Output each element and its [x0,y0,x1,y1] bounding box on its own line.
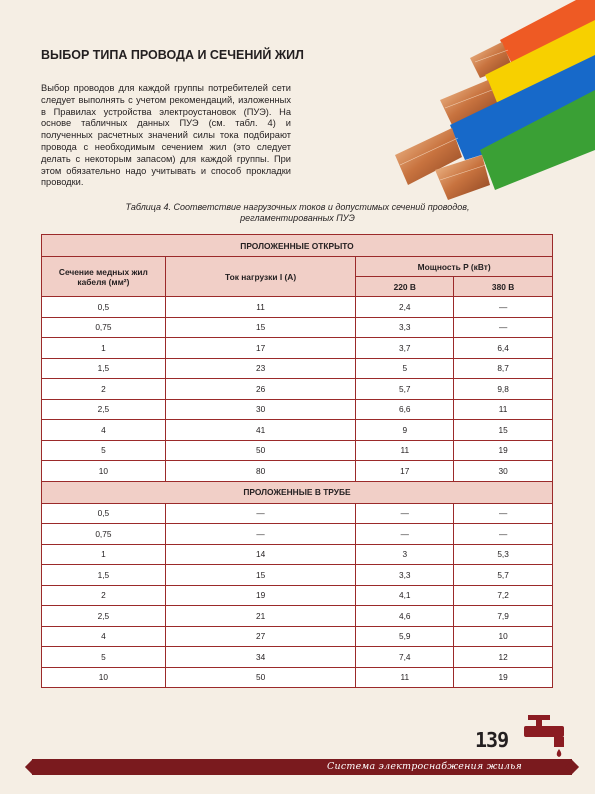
cell-section: 0,75 [42,317,166,338]
page-number: 139 [475,728,509,752]
wire-section-table [41,234,553,688]
cell-power-380: 30 [454,461,553,482]
cell-current: 50 [165,667,356,688]
col-header-220v: 220 В [356,277,454,297]
table-row [42,524,553,545]
cell-power-220: 9 [356,420,454,441]
cell-power-220: 3,3 [356,317,454,338]
cell-power-380: 15 [454,420,553,441]
section-pipe-header: ПРОЛОЖЕННЫЕ В ТРУБЕ [42,481,553,503]
cell-current: — [165,524,356,545]
cell-section: 2,5 [42,606,166,627]
cell-power-380: 9,8 [454,379,553,400]
cell-power-380: — [454,524,553,545]
table-row [42,647,553,668]
cell-section: 10 [42,461,166,482]
table-row [42,503,553,524]
cell-section: 1,5 [42,358,166,379]
cell-power-380: 11 [454,399,553,420]
cell-power-380: 6,4 [454,338,553,359]
cell-power-220: 3,7 [356,338,454,359]
footer-title: Система электроснабжения жилья [327,761,522,772]
cell-current: 11 [165,297,356,318]
table-row [42,440,553,461]
cell-power-380: 5,7 [454,565,553,586]
cell-section: 4 [42,420,166,441]
cell-power-220: 11 [356,667,454,688]
caption-line-1: Таблица 4. Соответствие нагрузочных токов и допустимых сечений проводов, [125,202,470,212]
table-row [42,379,553,400]
table-row [42,626,553,647]
cell-power-220: 3,3 [356,565,454,586]
cell-current: — [165,503,356,524]
cell-power-380: 12 [454,647,553,668]
table-row [42,667,553,688]
cell-power-220: — [356,524,454,545]
cell-power-220: 17 [356,461,454,482]
cell-section: 0,75 [42,524,166,545]
cell-section: 2 [42,585,166,606]
cell-power-380: — [454,297,553,318]
cell-section: 0,5 [42,297,166,318]
section-open-header: ПРОЛОЖЕННЫЕ ОТКРЫТО [42,235,553,257]
cell-power-220: 11 [356,440,454,461]
table-row [42,565,553,586]
cell-power-220: 5 [356,358,454,379]
table-row [42,606,553,627]
table-row [42,585,553,606]
cell-power-220: 4,6 [356,606,454,627]
cell-power-380: 19 [454,440,553,461]
cell-current: 50 [165,440,356,461]
faucet-icon [522,713,572,759]
cell-current: 17 [165,338,356,359]
cell-power-380: — [454,503,553,524]
cell-section: 1 [42,338,166,359]
cell-section: 2 [42,379,166,400]
cell-section: 1,5 [42,565,166,586]
section-heading: ВЫБОР ТИПА ПРОВОДА И СЕЧЕНИЙ ЖИЛ [41,48,304,62]
cell-section: 10 [42,667,166,688]
cell-section: 4 [42,626,166,647]
cell-current: 34 [165,647,356,668]
cell-power-220: 5,9 [356,626,454,647]
wires-illustration [360,0,595,200]
col-header-380v: 380 В [454,277,553,297]
cell-current: 27 [165,626,356,647]
col-header-power: Мощность P (кВт) [356,257,553,277]
cell-power-220: 5,7 [356,379,454,400]
table-row [42,297,553,318]
cell-section: 5 [42,440,166,461]
col-header-section: Сечение медных жил кабеля (мм²) [42,257,166,297]
footer-band [32,759,572,775]
table-caption [60,202,535,224]
cell-power-380: — [454,317,553,338]
cell-section: 2,5 [42,399,166,420]
cell-power-220: 2,4 [356,297,454,318]
cell-current: 41 [165,420,356,441]
cell-power-220: 7,4 [356,647,454,668]
cell-current: 14 [165,544,356,565]
col-header-current: Ток нагрузки I (А) [165,257,356,297]
cell-power-380: 8,7 [454,358,553,379]
cell-power-380: 7,9 [454,606,553,627]
table-row [42,338,553,359]
table-row [42,358,553,379]
cell-section: 5 [42,647,166,668]
cell-power-380: 7,2 [454,585,553,606]
cell-power-220: 3 [356,544,454,565]
cell-current: 23 [165,358,356,379]
cell-current: 26 [165,379,356,400]
cell-power-380: 19 [454,667,553,688]
table-row [42,317,553,338]
cell-current: 15 [165,317,356,338]
cell-power-220: — [356,503,454,524]
table-row [42,420,553,441]
table-row [42,461,553,482]
cell-section: 0,5 [42,503,166,524]
cell-current: 15 [165,565,356,586]
cell-current: 80 [165,461,356,482]
caption-line-2: регламентированных ПУЭ [240,213,355,223]
table-row [42,544,553,565]
cell-current: 19 [165,585,356,606]
cell-current: 30 [165,399,356,420]
cell-power-220: 4,1 [356,585,454,606]
table-row [42,399,553,420]
cell-power-220: 6,6 [356,399,454,420]
cell-section: 1 [42,544,166,565]
intro-paragraph: Выбор проводов для каждой группы потребителей сети следует выполнять с учетом рекомендаций, изложенных в Правилах устройства электроустановок (ПУЭ). На основе табличных данных ПУЭ (см. табл. 4) и полученных расчетных значений силы тока подбирают провода с необходимым сечением жил (это следует делать с некоторым запасом) для каждой группы. При этом обязательно надо учитывать и способ прокладки проводки. [41,83,291,188]
cell-current: 21 [165,606,356,627]
cell-power-380: 5,3 [454,544,553,565]
cell-power-380: 10 [454,626,553,647]
